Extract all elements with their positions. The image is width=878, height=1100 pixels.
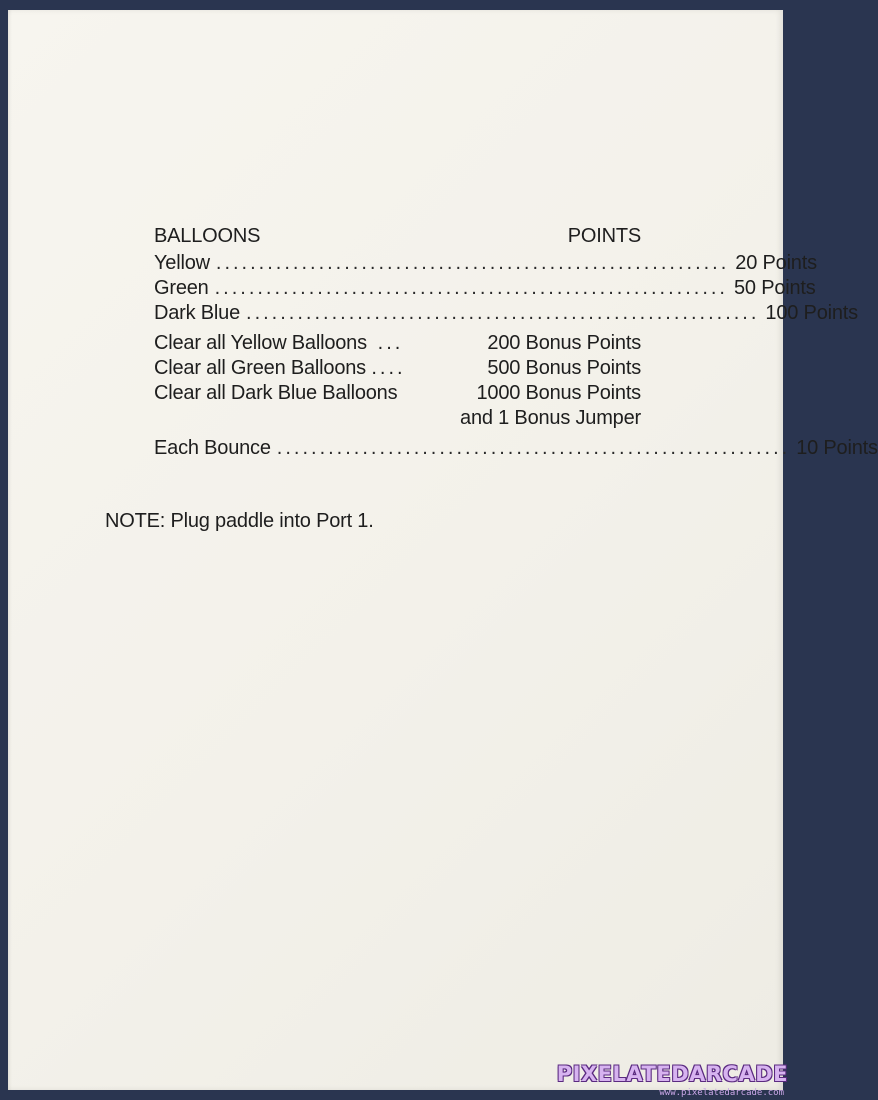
row-label: Green: [154, 277, 209, 299]
bonus-row-dark-blue: [154, 381, 641, 406]
balloons-header: BALLOONS: [154, 225, 261, 247]
row-value: 10 Points: [796, 437, 878, 459]
note-text: NOTE: Plug paddle into Port 1.: [105, 510, 374, 532]
points-row-bounce: [154, 436, 878, 461]
row-value: 20 Points: [735, 252, 817, 274]
row-label: Clear all Dark Blue Balloons: [154, 382, 398, 404]
table-header: [154, 224, 641, 249]
row-label: Each Bounce: [154, 437, 271, 459]
row-value: 50 Points: [734, 277, 816, 299]
row-value: 1000 Bonus Points: [476, 382, 641, 404]
points-header: POINTS: [567, 225, 641, 247]
row-label: Clear all Green Balloons ....: [154, 357, 406, 379]
row-value: 200 Bonus Points: [487, 332, 641, 354]
points-table: [154, 224, 878, 461]
row-label: Clear all Yellow Balloons ...: [154, 332, 404, 354]
row-value: 500 Bonus Points: [487, 357, 641, 379]
row-label: Dark Blue: [154, 302, 241, 324]
bonus-row-yellow: [154, 331, 641, 356]
row-label: Yellow: [154, 252, 210, 274]
watermark-url: www.pixelatedarcade.com: [659, 1088, 784, 1098]
row-extra: and 1 Bonus Jumper: [460, 407, 641, 429]
points-row-dark-blue: [154, 301, 858, 326]
points-row-green: [154, 276, 816, 301]
bonus-row-green: [154, 356, 641, 381]
row-value: 100 Points: [765, 302, 858, 324]
dot-leader: ....: [371, 357, 406, 379]
bonus-row-extra: [154, 406, 641, 431]
dot-leader: ............................................................: [215, 252, 730, 274]
manual-page: [8, 10, 878, 1090]
dot-leader: ............................................................: [276, 437, 791, 459]
watermark-logo: PIXELATEDARCADE: [556, 1062, 788, 1086]
dot-leader: ............................................................: [214, 277, 728, 299]
dot-leader: ............................................................: [246, 302, 760, 324]
points-row-yellow: [154, 251, 817, 276]
dot-leader: ...: [377, 332, 404, 354]
